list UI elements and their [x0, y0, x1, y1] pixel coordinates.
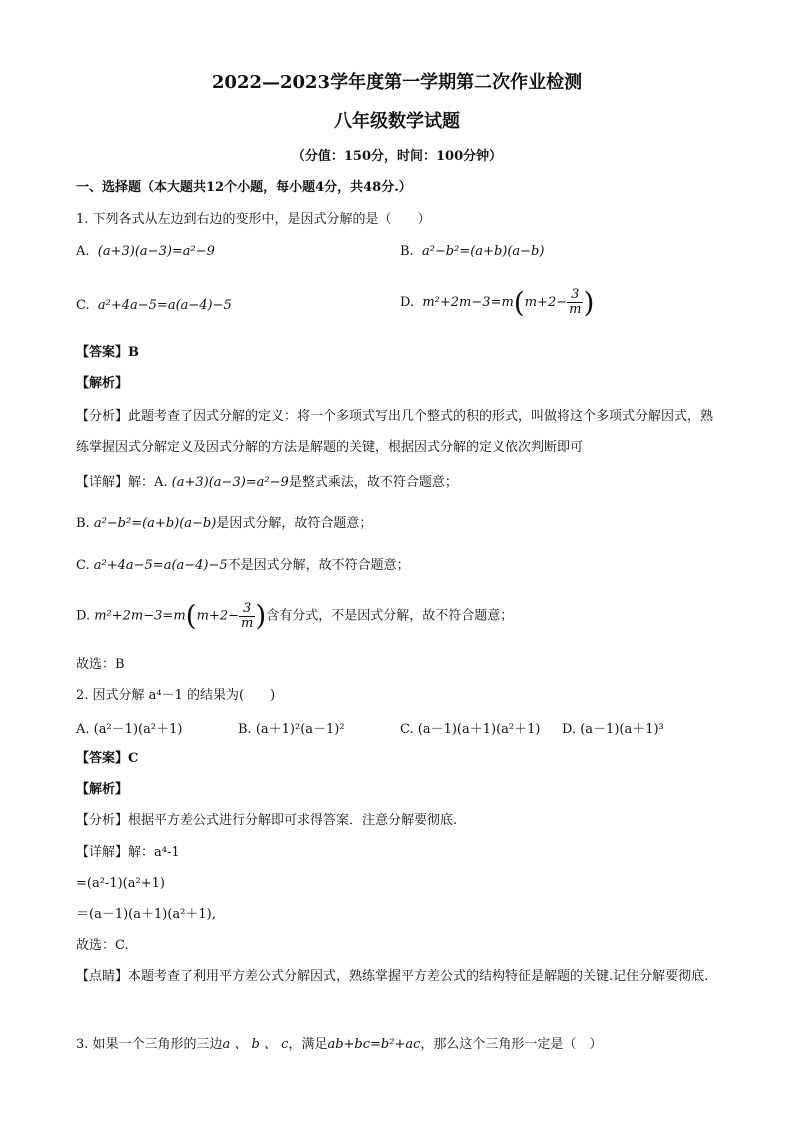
q2-option-a: A. (a²－1)(a²＋1) — [76, 722, 183, 737]
q1-detail-b: B. a²−b²=(a+b)(a−b)是因式分解，故符合题意； — [76, 516, 373, 531]
q1-detail-d: D. m²+2m−3=m(m+2− $\frac{3}{m}$ )含有分式，不是因式分解，故不符合题意； — [76, 599, 514, 632]
exam-info: （分值：150分，时间：100分钟） — [291, 149, 503, 164]
q2-step-2: ＝(a－1)(a＋1)(a²＋1), — [76, 907, 216, 922]
q2-analysis-text: 【分析】根据平方差公式进行分解即可求得答案．注意分解要彻底. — [76, 813, 458, 828]
q2-comment: 【点睛】本题考查了利用平方差公式分解因式，熟练掌握平方差公式的结构特征是解题的关键.记住分解要彻底. — [76, 969, 709, 984]
q1-answer: 【答案】B — [76, 345, 139, 360]
q2-option-c: C. (a－1)(a＋1)(a²＋1) — [400, 722, 541, 737]
q2-answer: 【答案】C — [76, 751, 139, 766]
q1-result: 故选：B — [76, 657, 125, 672]
q1-analysis-heading: 【解析】 — [76, 376, 129, 391]
q1-option-a: A. (a+3)(a−3)=a²−9 — [76, 244, 215, 259]
q2-option-b: B. (a＋1)²(a－1)² — [238, 722, 345, 737]
document-title: 2022—2023学年度第一学期第二次作业检测 — [211, 72, 583, 93]
q2-result: 故选：C. — [76, 938, 129, 953]
q1-option-c: C. a²+4a−5=a(a−4)−5 — [76, 298, 232, 313]
q2-step-1: =(a²-1)(a²+1) — [76, 876, 165, 891]
q2-stem: 2. 因式分解 a⁴－1 的结果为( ) — [76, 688, 276, 703]
q2-detail: 【详解】解：a⁴-1 — [76, 845, 180, 860]
fraction: $\frac{3}{m}$ — [240, 600, 254, 631]
q3-stem: 3. 如果一个三角形的三边a 、 b 、 c，满足ab+bc=b²+ac，那么这个三角形一定是（ ） — [76, 1037, 603, 1052]
q1-option-d: D. m²+2m−3=m(m+2− $\frac{3}{m}$ ) — [400, 286, 595, 319]
fraction: $\frac{3}{m}$ — [569, 287, 582, 317]
q1-stem: 1. 下列各式从左边到右边的变形中，是因式分解的是（ ） — [76, 212, 431, 227]
q2-option-d: D. (a－1)(a＋1)³ — [562, 722, 664, 737]
document-subtitle: 八年级数学试题 — [334, 111, 460, 132]
q1-analysis-text: 【分析】此题考查了因式分解的定义：将一个多项式写出几个整式的积的形式，叫做将这个多项式分解因式，熟练掌握因式分解定义及因式分解的方法是解题的关键，根据因式分解的定义依次判断即可 — [76, 409, 714, 455]
q1-detail-a: 【详解】解：A. (a+3)(a−3)=a²−9是整式乘法，故不符合题意； — [76, 475, 458, 490]
q1-option-b: B. a²−b²=(a+b)(a−b) — [400, 244, 545, 259]
section-heading: 一、选择题（本大题共12个小题，每小题4分，共48分.） — [76, 180, 412, 195]
q1-detail-c: C. a²+4a−5=a(a−4)−5不是因式分解，故不符合题意； — [76, 558, 410, 573]
q2-analysis-heading: 【解析】 — [76, 782, 129, 797]
